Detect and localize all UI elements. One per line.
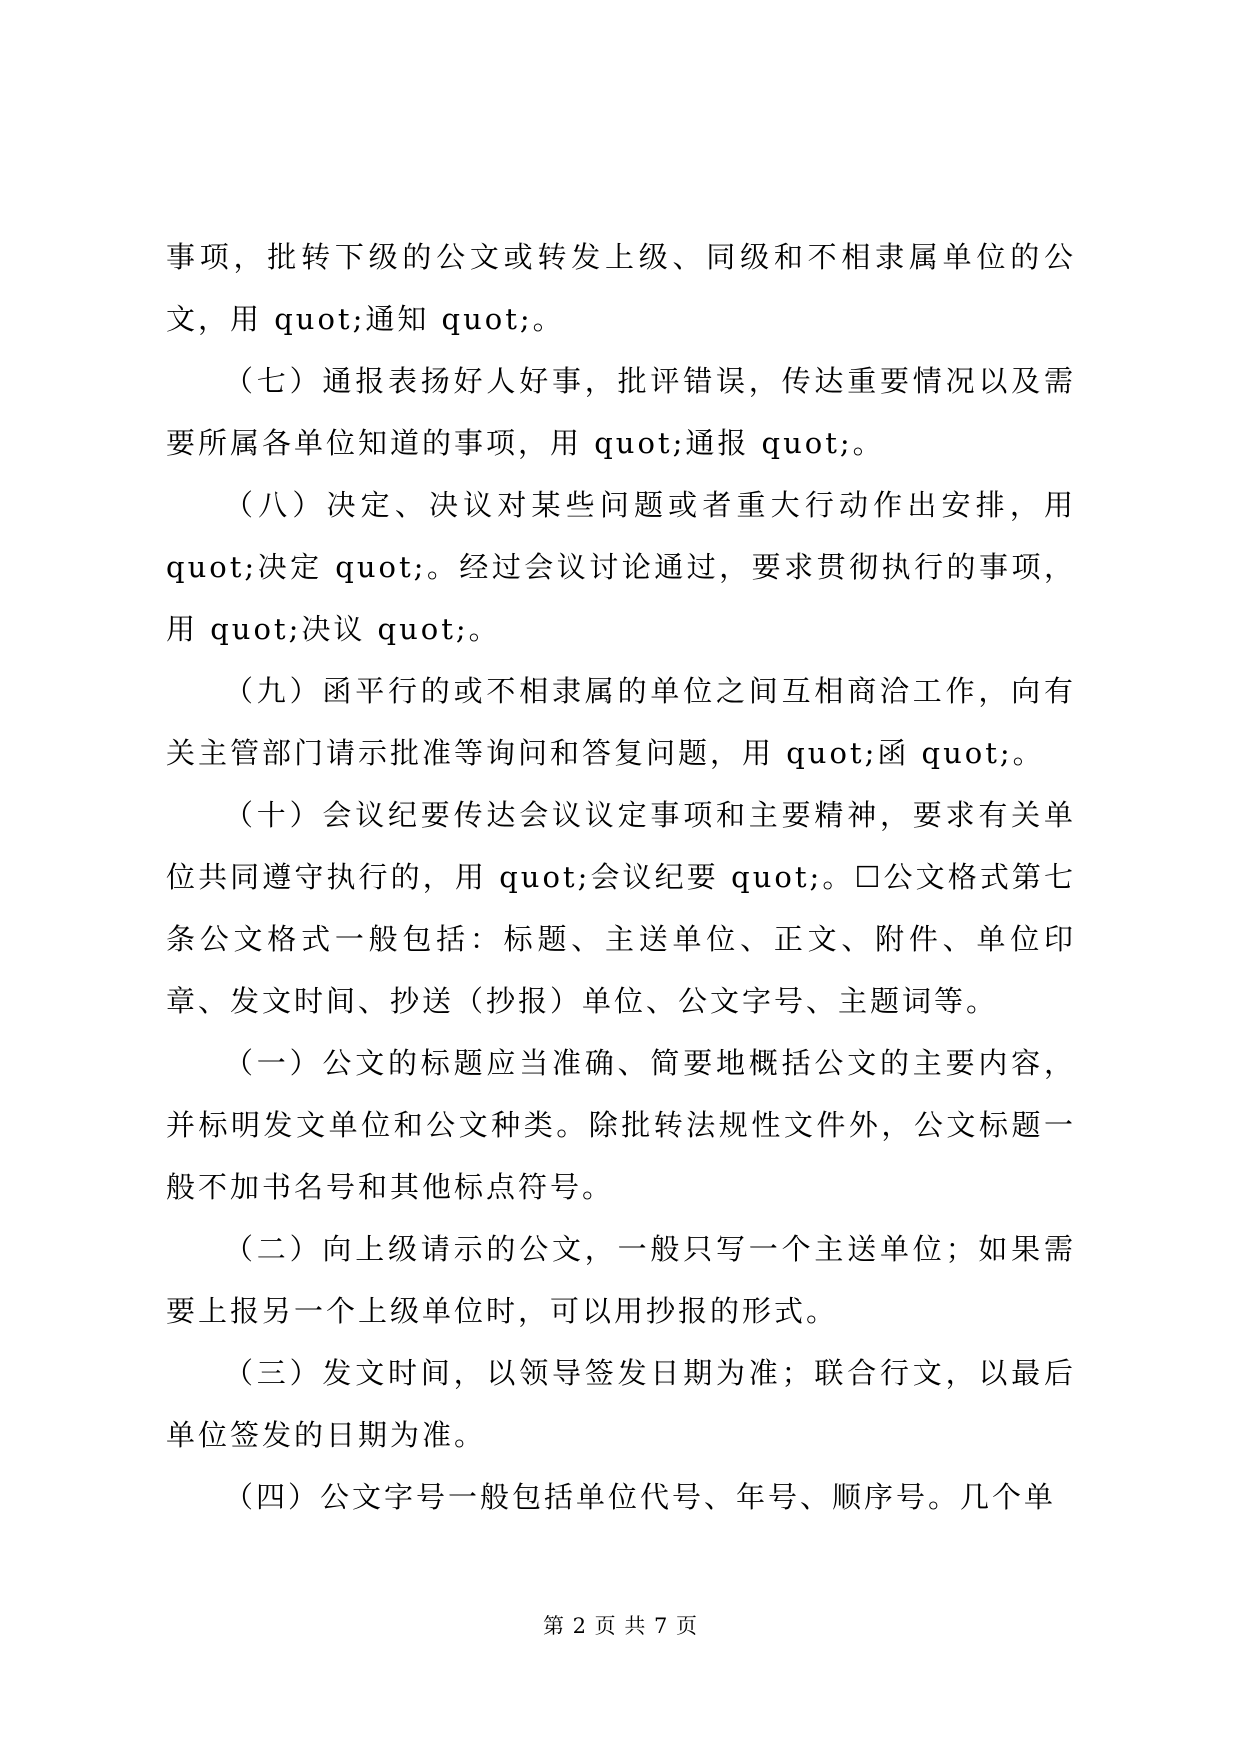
- paragraph-4: （九）函平行的或不相隶属的单位之间互相商洽工作，向有关主管部门请示批准等询问和答复问题，用 quot;函 quot;。: [166, 674, 1076, 770]
- paragraph-6: （一）公文的标题应当准确、简要地概括公文的主要内容，并标明发文单位和公文种类。除批转法规性文件外，公文标题一般不加书名号和其他标点符号。: [166, 1046, 1076, 1204]
- paragraph-8: （三）发文时间，以领导签发日期为准；联合行文，以最后单位签发的日期为准。: [166, 1356, 1076, 1452]
- paragraph-9: （四）公文字号一般包括单位代号、年号、顺序号。几个单: [224, 1480, 1057, 1514]
- page-number-footer: 第 2 页 共 7 页: [542, 1614, 699, 1638]
- document-body: [166, 226, 1076, 1528]
- paragraph-3: （八）决定、决议对某些问题或者重大行动作出安排，用 quot;决定 quot;。经过会议讨论通过，要求贯彻执行的事项，用 quot;决议 quot;。: [166, 488, 1076, 646]
- paragraph-1: 事项，批转下级的公文或转发上级、同级和不相隶属单位的公文，用 quot;通知 quot;。: [166, 240, 1076, 336]
- paragraph-7: （二）向上级请示的公文，一般只写一个主送单位；如果需要上报另一个上级单位时，可以用抄报的形式。: [166, 1232, 1076, 1328]
- paragraph-5: （十）会议纪要传达会议议定事项和主要精神，要求有关单位共同遵守执行的，用 quot;会议纪要 quot;。☐公文格式第七条公文格式一般包括：标题、主送单位、正文、附件、单位印章、发文时间、抄送（抄报）单位、公文字号、主题词等。: [166, 798, 1076, 1018]
- paragraph-2: （七）通报表扬好人好事，批评错误，传达重要情况以及需要所属各单位知道的事项，用 quot;通报 quot;。: [166, 364, 1076, 460]
